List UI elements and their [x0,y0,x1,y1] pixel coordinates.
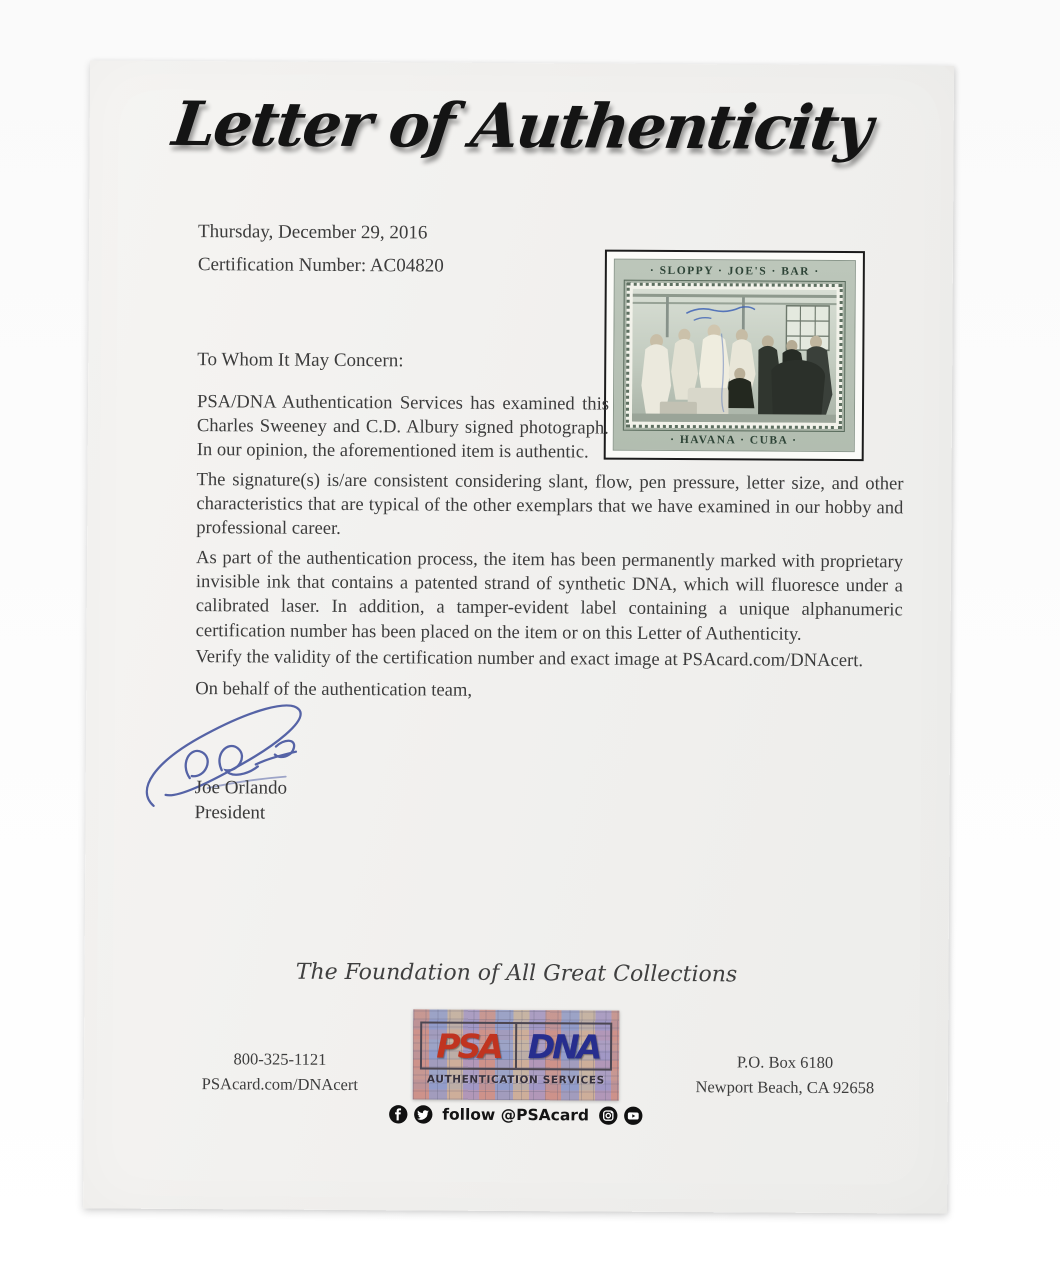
dna-logo-text: DNA [527,1026,600,1067]
page-title: Letter of Authenticity [168,88,875,165]
facebook-icon [388,1104,408,1124]
logo-frame [420,1021,612,1070]
psa-logo-text: PSA [422,1023,517,1068]
photo-card [613,259,856,452]
logo-subtitle: AUTHENTICATION SERVICES [426,1073,605,1087]
paragraph-signature-consistency: The signature(s) is/are consistent considering slant, flow, pen pressure, letter size, and other characteristics that are typical of the other exemplars that we have examined in our hobby and professional career. [196,469,904,540]
bar-scene-photo [632,289,837,423]
company-tagline: The Foundation of All Great Collections [295,959,738,988]
social-media-row [388,1104,643,1126]
photo-decorative-frame [623,280,846,432]
letter-of-authenticity-document [83,60,954,1213]
certification-number: Certification Number: AC04820 [197,254,444,277]
handwritten-signature [137,696,448,818]
photo-image [626,283,843,429]
website-url: PSAcard.com/DNAcert [201,1073,359,1094]
phone-number: 800-325-1121 [233,1049,327,1069]
signer-title: President [194,802,266,824]
paragraph-dna-marking: As part of the authentication process, the item has been permanently marked with proprietary invisible ink that contains a patented strand of synthetic DNA, which will fluoresce under a calibrated laser. In addition, a tamper-evident label containing a unique alphanumeric certification number has been placed on the item or on this Letter of Authenticity. [195,547,904,645]
salutation: To Whom It May Concern: [197,349,404,372]
authenticated-photo-inset [604,250,865,462]
contact-address [680,1050,890,1101]
po-box: P.O. Box 6180 [736,1052,834,1072]
photo-header-caption: · SLOPPY · JOE'S · BAR · [649,264,820,278]
follow-handle-text: follow @PSAcard [442,1105,590,1125]
letter-date: Thursday, December 29, 2016 [198,221,428,244]
contact-phone-web [180,1047,380,1098]
paragraph-examination: PSA/DNA Authentication Services has examined this Charles Sweeney and C.D. Albury signed photograph. In our opinion, the aforementioned item is authentic. [196,391,610,463]
signer-name: Joe Orlando [194,777,288,799]
psa-dna-hologram-logo [413,1009,620,1100]
twitter-icon [413,1104,433,1124]
instagram-icon [598,1106,618,1126]
paragraph-on-behalf: On behalf of the authentication team, [195,678,473,701]
paragraph-verify: Verify the validity of the certification number and exact image at PSAcard.com/DNAcert. [195,646,864,672]
photo-footer-caption: · HAVANA · CUBA · [670,433,798,447]
youtube-icon [623,1106,643,1126]
city-state-zip: Newport Beach, CA 92658 [695,1076,875,1097]
